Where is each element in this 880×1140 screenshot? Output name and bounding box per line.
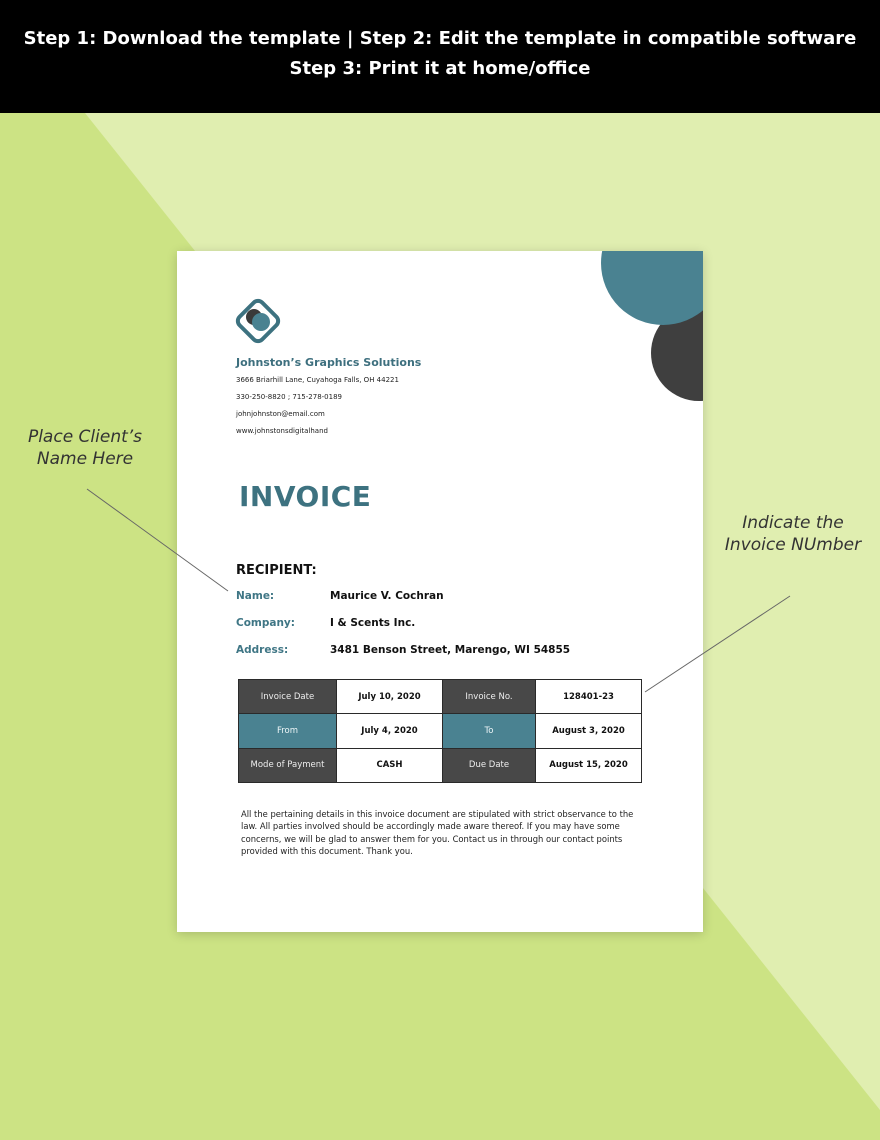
due-date-label: Due Date <box>443 748 536 782</box>
company-phone: 330-250-8820 ; 715-278-0189 <box>236 393 342 401</box>
company-name: Johnston’s Graphics Solutions <box>236 356 422 369</box>
company-website: www.johnstonsdigitalhand <box>236 427 328 435</box>
company-value: I & Scents Inc. <box>330 617 416 629</box>
from-value: July 4, 2020 <box>337 714 443 748</box>
recipient-heading: RECIPIENT: <box>236 563 317 578</box>
invoice-number-value: 128401-23 <box>536 680 642 714</box>
invoice-page <box>177 251 703 932</box>
invoice-title: INVOICE <box>239 480 372 513</box>
table-row <box>239 680 642 714</box>
company-label: Company: <box>236 617 295 629</box>
invoice-note: All the pertaining details in this invoice document are stipulated with strict observance to the law. All parties involved should be accordingly made aware thereof. If you may have some concerns, we will be glad to answer them for you. Contact us in through our contact points provided with this document. Thank you. <box>241 809 634 857</box>
name-value: Maurice V. Cochran <box>330 590 444 602</box>
banner-line-2: Step 3: Print it at home/office <box>289 58 591 79</box>
table-row <box>239 714 642 748</box>
callout-invoice-number: Indicate the Invoice NUmber <box>724 513 862 555</box>
to-value: August 3, 2020 <box>536 714 642 748</box>
banner-line-1: Step 1: Download the template | Step 2: Edit the template in compatible software <box>23 28 857 49</box>
instruction-banner <box>0 0 880 113</box>
corner-circles-decoration <box>593 251 703 411</box>
table-row <box>239 748 642 782</box>
payment-mode-value: CASH <box>337 748 443 782</box>
invoice-date-label: Invoice Date <box>239 680 337 714</box>
invoice-details-table <box>238 679 642 783</box>
to-label: To <box>443 714 536 748</box>
address-label: Address: <box>236 644 289 656</box>
company-address: 3666 Briarhill Lane, Cuyahoga Falls, OH 44221 <box>236 376 399 384</box>
from-label: From <box>239 714 337 748</box>
payment-mode-label: Mode of Payment <box>239 748 337 782</box>
address-value: 3481 Benson Street, Marengo, WI 54855 <box>330 644 571 656</box>
name-label: Name: <box>236 590 275 602</box>
company-email: johnjohnston@email.com <box>236 410 325 418</box>
company-logo-icon <box>230 293 286 349</box>
invoice-date-value: July 10, 2020 <box>337 680 443 714</box>
callout-client-name: Place Client’s Name Here <box>27 427 143 469</box>
invoice-number-label: Invoice No. <box>443 680 536 714</box>
due-date-value: August 15, 2020 <box>536 748 642 782</box>
